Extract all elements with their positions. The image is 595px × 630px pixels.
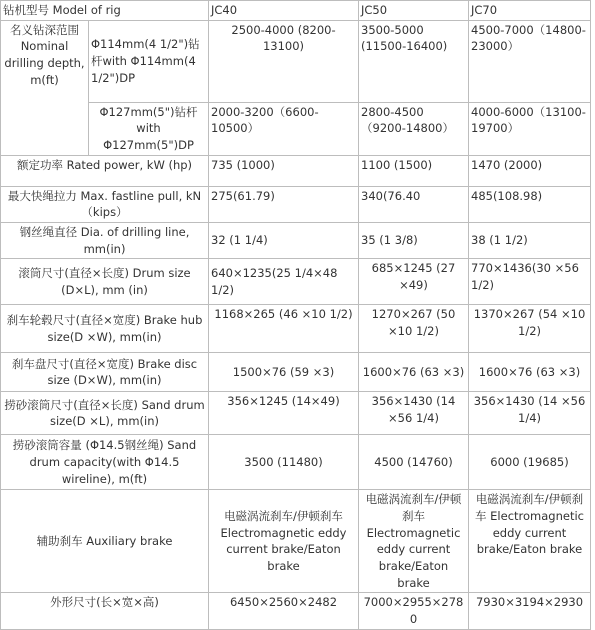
sand-row (1, 392, 591, 435)
depth-127-jc70: 4000-6000（13100-19700） (469, 102, 591, 155)
pull-jc40: 275(61.79) (209, 186, 359, 222)
power-jc50: 1100 (1500) (359, 155, 469, 186)
capacity-row (1, 435, 591, 490)
depth-127-jc40: 2000-3200（6600-10500） (209, 102, 359, 155)
capacity-jc40: 3500 (11480) (209, 435, 359, 490)
depth-114-jc40: 2500-4000 (8200-13100) (209, 20, 359, 102)
aux-jc70: 电磁涡流刹车/伊顿刹车 Electromagnetic eddy current brake/Eaton brake (469, 490, 591, 593)
pull-jc70: 485(108.98) (469, 186, 591, 222)
disc-jc40: 1500×76 (59 ×3) (209, 353, 359, 392)
sand-label: 捞砂滚筒尺寸(直径×长度) Sand drum size(D ×L), mm(in) (1, 392, 209, 435)
depth-127-jc50: 2800-4500（9200-14800） (359, 102, 469, 155)
drum-label: 滚筒尺寸(直径×长度) Drum size (D×L), mm (in) (1, 259, 209, 305)
depth-row-1 (1, 20, 591, 102)
power-row (1, 155, 591, 186)
pull-row (1, 186, 591, 222)
jc50-header: JC50 (359, 1, 469, 21)
depth-pipe-114: Φ114mm(4 1/2")钻杆with Φ114mm(4 1/2")DP (89, 20, 209, 102)
power-jc40: 735 (1000) (209, 155, 359, 186)
pull-label: 最大快绳拉力 Max. fastline pull, kN（kips） (1, 186, 209, 222)
header-row (1, 1, 591, 21)
capacity-jc50: 4500 (14760) (359, 435, 469, 490)
depth-114-jc70: 4500-7000（14800-23000） (469, 20, 591, 102)
disc-jc70: 1600×76 (63 ×3) (469, 353, 591, 392)
aux-jc50: 电磁涡流刹车/伊顿刹车 Electromagnetic eddy current brake/Eaton brake (359, 490, 469, 593)
disc-label: 刹车盘尺寸(直径×宽度) Brake disc size (D×W), mm(in) (1, 353, 209, 392)
line-row (1, 223, 591, 259)
power-label: 额定功率 Rated power, kW (hp) (1, 155, 209, 186)
jc70-header: JC70 (469, 1, 591, 21)
capacity-jc70: 6000 (19685) (469, 435, 591, 490)
depth-label: 名义钻深范围 Nominal drilling depth, m(ft) (1, 20, 89, 155)
hub-jc50: 1270×267 (50 ×10 1/2) (359, 305, 469, 353)
aux-label: 辅助刹车 Auxiliary brake (1, 490, 209, 593)
line-jc50: 35 (1 3/8) (359, 223, 469, 259)
drum-jc70: 770×1436(30 ×56 1/2) (469, 259, 591, 305)
drum-row (1, 259, 591, 305)
drum-jc40: 640×1235(25 1/4×48 1/2) (209, 259, 359, 305)
aux-row (1, 490, 591, 593)
sand-jc40: 356×1245 (14×49) (209, 392, 359, 435)
line-label: 钢丝绳直径 Dia. of drilling line, mm(in) (1, 223, 209, 259)
hub-label: 刹车轮毂尺寸(直径×宽度) Brake hub size(D ×W), mm(in) (1, 305, 209, 353)
jc40-header: JC40 (209, 1, 359, 21)
pull-jc50: 340(76.40 (359, 186, 469, 222)
depth-114-jc50: 3500-5000 (11500-16400) (359, 20, 469, 102)
line-jc70: 38 (1 1/2) (469, 223, 591, 259)
outline-row (1, 593, 591, 629)
outline-label: 外形尺寸(长×宽×高) (1, 593, 209, 629)
line-jc40: 32 (1 1/4) (209, 223, 359, 259)
disc-jc50: 1600×76 (63 ×3) (359, 353, 469, 392)
hub-jc70: 1370×267 (54 ×10 1/2) (469, 305, 591, 353)
hub-row (1, 305, 591, 353)
drum-jc50: 685×1245 (27 ×49) (359, 259, 469, 305)
depth-pipe-127: Φ127mm(5")钻杆with Φ127mm(5")DP (89, 102, 209, 155)
outline-jc40: 6450×2560×2482 (209, 593, 359, 629)
disc-row (1, 353, 591, 392)
model-label: 钻机型号 Model of rig (1, 1, 209, 21)
outline-jc70: 7930×3194×2930 (469, 593, 591, 629)
power-jc70: 1470 (2000) (469, 155, 591, 186)
sand-jc70: 356×1430 (14 ×56 1/4) (469, 392, 591, 435)
hub-jc40: 1168×265 (46 ×10 1/2) (209, 305, 359, 353)
aux-jc40: 电磁涡流刹车/伊顿刹车 Electromagnetic eddy current brake/Eaton brake (209, 490, 359, 593)
depth-row-2 (1, 102, 591, 155)
capacity-label: 捞砂滚筒容量 (Φ14.5钢丝绳) Sand drum capacity(with Φ14.5 wireline), m(ft) (1, 435, 209, 490)
sand-jc50: 356×1430 (14 ×56 1/4) (359, 392, 469, 435)
outline-jc50: 7000×2955×2780 (359, 593, 469, 629)
